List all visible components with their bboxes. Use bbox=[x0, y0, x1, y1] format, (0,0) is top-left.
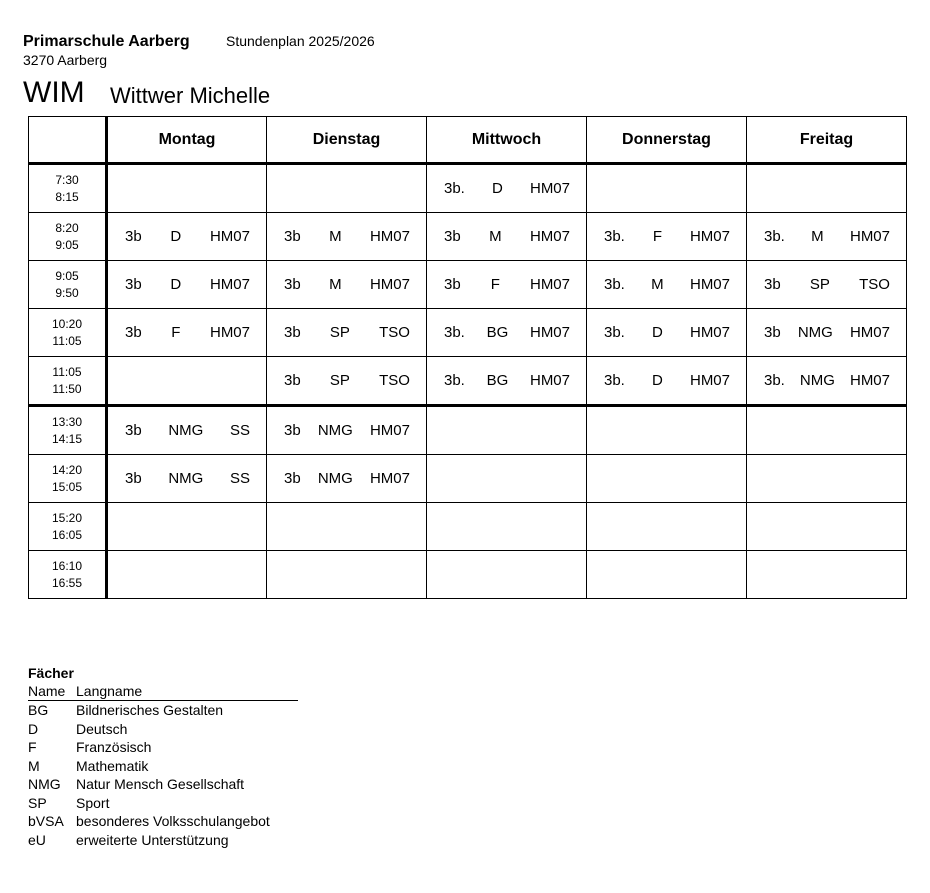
lesson-class: 3b. bbox=[604, 276, 625, 293]
lesson-entry bbox=[427, 213, 586, 260]
lesson-subject: BG bbox=[486, 372, 509, 389]
lesson-cell bbox=[427, 357, 587, 406]
lesson-room: HM07 bbox=[529, 228, 570, 245]
lesson-entry bbox=[427, 357, 586, 404]
lesson-subject: NMG bbox=[317, 422, 353, 439]
lesson-class: 3b bbox=[125, 276, 142, 293]
lesson-subject: NMG bbox=[799, 372, 835, 389]
lesson-subject: D bbox=[652, 324, 663, 341]
legend-subject-code: D bbox=[28, 720, 39, 737]
lesson-entry bbox=[587, 309, 746, 356]
time-end: 14:15 bbox=[51, 431, 83, 446]
lesson-room: TSO bbox=[859, 276, 890, 293]
lesson-subject: M bbox=[329, 276, 342, 293]
lesson-cell bbox=[267, 261, 427, 309]
lesson-class: 3b. bbox=[604, 372, 625, 389]
time-end: 11:05 bbox=[52, 333, 82, 348]
time-start: 10:20 bbox=[51, 316, 83, 331]
lesson-subject: NMG bbox=[317, 470, 353, 487]
lesson-class: 3b bbox=[125, 422, 142, 439]
lesson-entry bbox=[587, 357, 746, 404]
school-city: 3270 Aarberg bbox=[23, 52, 108, 68]
lesson-room: HM07 bbox=[369, 228, 410, 245]
lesson-entry bbox=[587, 261, 746, 308]
lesson-entry bbox=[427, 309, 586, 356]
teacher-name: Wittwer Michelle bbox=[110, 83, 271, 108]
lesson-cell bbox=[427, 213, 587, 261]
lesson-cell bbox=[747, 357, 907, 406]
period-row bbox=[29, 261, 907, 309]
legend-table bbox=[28, 682, 298, 849]
lesson-room: SS bbox=[229, 422, 250, 439]
empty-cell bbox=[747, 164, 907, 213]
period-row bbox=[29, 406, 907, 455]
period-row bbox=[29, 455, 907, 503]
lesson-cell bbox=[747, 213, 907, 261]
lesson-subject: NMG bbox=[168, 470, 204, 487]
lesson-cell bbox=[587, 261, 747, 309]
lesson-entry bbox=[747, 261, 906, 308]
empty-cell bbox=[107, 503, 267, 551]
lesson-class: 3b bbox=[444, 228, 461, 245]
legend-row bbox=[28, 701, 298, 720]
time-end: 16:05 bbox=[51, 527, 83, 542]
lesson-subject: NMG bbox=[797, 324, 833, 341]
legend-subject-name: Französisch bbox=[76, 739, 152, 756]
lesson-room: HM07 bbox=[529, 324, 570, 341]
lesson-entry bbox=[108, 213, 266, 260]
legend-subject-code: NMG bbox=[28, 776, 61, 793]
lesson-entry bbox=[747, 357, 906, 404]
empty-cell bbox=[747, 455, 907, 503]
legend-header-long: Langname bbox=[76, 682, 298, 701]
lesson-class: 3b. bbox=[764, 228, 785, 245]
lesson-cell bbox=[107, 406, 267, 455]
empty-cell bbox=[427, 503, 587, 551]
day-header: Dienstag bbox=[267, 117, 427, 164]
legend-subject-code: bVSA bbox=[28, 813, 64, 830]
timetable bbox=[28, 116, 907, 599]
legend-subject-name: Deutsch bbox=[76, 720, 128, 737]
lesson-cell bbox=[107, 309, 267, 357]
lesson-class: 3b bbox=[284, 372, 301, 389]
time-cell bbox=[29, 261, 107, 309]
lesson-class: 3b bbox=[444, 276, 461, 293]
period-row bbox=[29, 309, 907, 357]
lesson-subject: M bbox=[651, 276, 664, 293]
legend-subject-name: erweiterte Unterstützung bbox=[76, 831, 229, 848]
lesson-class: 3b bbox=[284, 228, 301, 245]
lesson-room: HM07 bbox=[689, 372, 730, 389]
day-header: Freitag bbox=[747, 117, 907, 164]
lesson-cell bbox=[427, 309, 587, 357]
lesson-class: 3b. bbox=[444, 372, 465, 389]
empty-cell bbox=[587, 551, 747, 599]
lesson-cell bbox=[587, 309, 747, 357]
lesson-entry bbox=[267, 309, 426, 356]
time-end: 9:05 bbox=[55, 237, 79, 252]
school-name: Primarschule Aarberg bbox=[23, 33, 190, 50]
lesson-class: 3b bbox=[284, 276, 301, 293]
lesson-room: HM07 bbox=[529, 372, 570, 389]
lesson-cell bbox=[107, 213, 267, 261]
time-cell bbox=[29, 503, 107, 551]
lesson-class: 3b bbox=[764, 276, 781, 293]
lesson-cell bbox=[747, 261, 907, 309]
lesson-subject: M bbox=[811, 228, 824, 245]
time-cell bbox=[29, 309, 107, 357]
lesson-entry bbox=[108, 261, 266, 308]
plan-title: Stundenplan 2025/2026 bbox=[226, 33, 375, 49]
lesson-room: TSO bbox=[379, 372, 410, 389]
lesson-class: 3b. bbox=[764, 372, 785, 389]
lesson-room: HM07 bbox=[209, 228, 250, 245]
legend-subject-name: Sport bbox=[76, 794, 110, 811]
lesson-entry bbox=[108, 455, 266, 502]
period-row bbox=[29, 213, 907, 261]
lesson-cell bbox=[267, 309, 427, 357]
lesson-subject: M bbox=[489, 228, 502, 245]
time-cell bbox=[29, 213, 107, 261]
legend-row bbox=[28, 738, 298, 757]
lesson-cell bbox=[267, 357, 427, 406]
lesson-class: 3b bbox=[284, 422, 301, 439]
lesson-subject: SP bbox=[329, 324, 350, 341]
lesson-room: HM07 bbox=[369, 276, 410, 293]
lesson-entry bbox=[267, 455, 426, 502]
period-row bbox=[29, 164, 907, 213]
lesson-class: 3b bbox=[125, 324, 142, 341]
lesson-cell bbox=[587, 213, 747, 261]
lesson-class: 3b bbox=[284, 470, 301, 487]
lesson-class: 3b. bbox=[444, 180, 465, 197]
legend-subject-code: SP bbox=[28, 794, 47, 811]
lesson-entry bbox=[747, 213, 906, 260]
empty-cell bbox=[267, 164, 427, 213]
lesson-class: 3b bbox=[764, 324, 781, 341]
lesson-class: 3b. bbox=[604, 228, 625, 245]
lesson-cell bbox=[107, 455, 267, 503]
period-row bbox=[29, 551, 907, 599]
legend-title: Fächer bbox=[28, 665, 74, 681]
lesson-class: 3b bbox=[125, 470, 142, 487]
time-start: 15:20 bbox=[51, 510, 83, 525]
empty-cell bbox=[587, 406, 747, 455]
legend-subject-name: Bildnerisches Gestalten bbox=[76, 702, 224, 719]
legend-row bbox=[28, 831, 298, 850]
time-start: 9:05 bbox=[55, 268, 79, 283]
lesson-subject: M bbox=[329, 228, 342, 245]
lesson-room: HM07 bbox=[529, 180, 570, 197]
lesson-subject: F bbox=[171, 324, 181, 341]
lesson-subject: F bbox=[652, 228, 662, 245]
lesson-entry bbox=[108, 309, 266, 356]
time-cell bbox=[29, 406, 107, 455]
empty-cell bbox=[587, 164, 747, 213]
period-row bbox=[29, 503, 907, 551]
lesson-subject: F bbox=[490, 276, 500, 293]
lesson-entry bbox=[108, 407, 266, 454]
legend-subject-name: besonderes Volksschulangebot bbox=[76, 813, 270, 830]
legend-subject-code: F bbox=[28, 739, 37, 756]
lesson-class: 3b bbox=[125, 228, 142, 245]
lesson-subject: BG bbox=[486, 324, 509, 341]
lesson-class: 3b. bbox=[604, 324, 625, 341]
lesson-room: HM07 bbox=[689, 324, 730, 341]
lesson-room: HM07 bbox=[209, 276, 250, 293]
empty-cell bbox=[107, 164, 267, 213]
lesson-subject: SP bbox=[809, 276, 830, 293]
lesson-cell bbox=[747, 309, 907, 357]
timetable-header-row bbox=[29, 117, 907, 164]
time-start: 7:30 bbox=[55, 172, 79, 187]
empty-cell bbox=[587, 455, 747, 503]
time-cell bbox=[29, 164, 107, 213]
lesson-entry bbox=[267, 213, 426, 260]
legend-subject-name: Natur Mensch Gesellschaft bbox=[76, 776, 245, 793]
lesson-room: HM07 bbox=[849, 324, 890, 341]
lesson-class: 3b. bbox=[444, 324, 465, 341]
lesson-entry bbox=[427, 165, 586, 212]
empty-cell bbox=[427, 551, 587, 599]
day-header: Donnerstag bbox=[587, 117, 747, 164]
lesson-entry bbox=[267, 407, 426, 454]
lesson-entry bbox=[267, 357, 426, 404]
lesson-entry bbox=[587, 213, 746, 260]
day-header: Montag bbox=[107, 117, 267, 164]
empty-cell bbox=[747, 551, 907, 599]
lesson-room: HM07 bbox=[849, 228, 890, 245]
corner-cell bbox=[29, 117, 107, 164]
empty-cell bbox=[107, 357, 267, 406]
lesson-room: HM07 bbox=[209, 324, 250, 341]
lesson-room: SS bbox=[229, 470, 250, 487]
time-start: 14:20 bbox=[51, 462, 83, 477]
legend-subject-name: Mathematik bbox=[76, 757, 149, 774]
legend-subject-code: BG bbox=[28, 702, 49, 719]
time-end: 9:50 bbox=[55, 285, 79, 300]
legend-row bbox=[28, 757, 298, 776]
time-cell bbox=[29, 455, 107, 503]
lesson-room: HM07 bbox=[689, 276, 730, 293]
lesson-cell bbox=[267, 406, 427, 455]
lesson-room: HM07 bbox=[689, 228, 730, 245]
empty-cell bbox=[267, 551, 427, 599]
lesson-room: TSO bbox=[379, 324, 410, 341]
lesson-subject: NMG bbox=[168, 422, 204, 439]
legend-subject-code: eU bbox=[28, 831, 46, 848]
lesson-entry bbox=[427, 261, 586, 308]
legend-header-row bbox=[28, 682, 298, 701]
lesson-cell bbox=[267, 455, 427, 503]
lesson-subject: SP bbox=[329, 372, 350, 389]
empty-cell bbox=[427, 455, 587, 503]
time-end: 15:05 bbox=[51, 479, 83, 494]
time-start: 8:20 bbox=[55, 220, 79, 235]
legend-header-name: Name bbox=[28, 682, 76, 701]
empty-cell bbox=[267, 503, 427, 551]
time-end: 11:50 bbox=[52, 381, 82, 396]
legend-row bbox=[28, 720, 298, 739]
lesson-class: 3b bbox=[284, 324, 301, 341]
day-header: Mittwoch bbox=[427, 117, 587, 164]
time-cell bbox=[29, 551, 107, 599]
time-end: 8:15 bbox=[55, 189, 79, 204]
lesson-cell bbox=[587, 357, 747, 406]
lesson-subject: D bbox=[170, 276, 182, 293]
empty-cell bbox=[427, 406, 587, 455]
empty-cell bbox=[747, 406, 907, 455]
empty-cell bbox=[107, 551, 267, 599]
lesson-subject: D bbox=[652, 372, 663, 389]
time-end: 16:55 bbox=[51, 575, 83, 590]
lesson-subject: D bbox=[492, 180, 503, 197]
empty-cell bbox=[587, 503, 747, 551]
lesson-cell bbox=[267, 213, 427, 261]
lesson-room: HM07 bbox=[849, 372, 890, 389]
lesson-room: HM07 bbox=[529, 276, 570, 293]
teacher-code: WIM bbox=[23, 76, 85, 109]
lesson-cell bbox=[427, 164, 587, 213]
period-row bbox=[29, 357, 907, 406]
legend-subject-code: M bbox=[28, 757, 40, 774]
lesson-entry bbox=[267, 261, 426, 308]
legend-row bbox=[28, 775, 298, 794]
lesson-entry bbox=[747, 309, 906, 356]
time-start: 11:05 bbox=[52, 364, 82, 379]
lesson-cell bbox=[427, 261, 587, 309]
time-start: 13:30 bbox=[51, 414, 83, 429]
empty-cell bbox=[747, 503, 907, 551]
lesson-room: HM07 bbox=[369, 422, 410, 439]
lesson-subject: D bbox=[170, 228, 182, 245]
time-start: 16:10 bbox=[51, 558, 83, 573]
legend-row bbox=[28, 812, 298, 831]
legend-row bbox=[28, 794, 298, 813]
lesson-cell bbox=[107, 261, 267, 309]
lesson-room: HM07 bbox=[369, 470, 410, 487]
time-cell bbox=[29, 357, 107, 406]
subject-legend bbox=[28, 665, 298, 849]
